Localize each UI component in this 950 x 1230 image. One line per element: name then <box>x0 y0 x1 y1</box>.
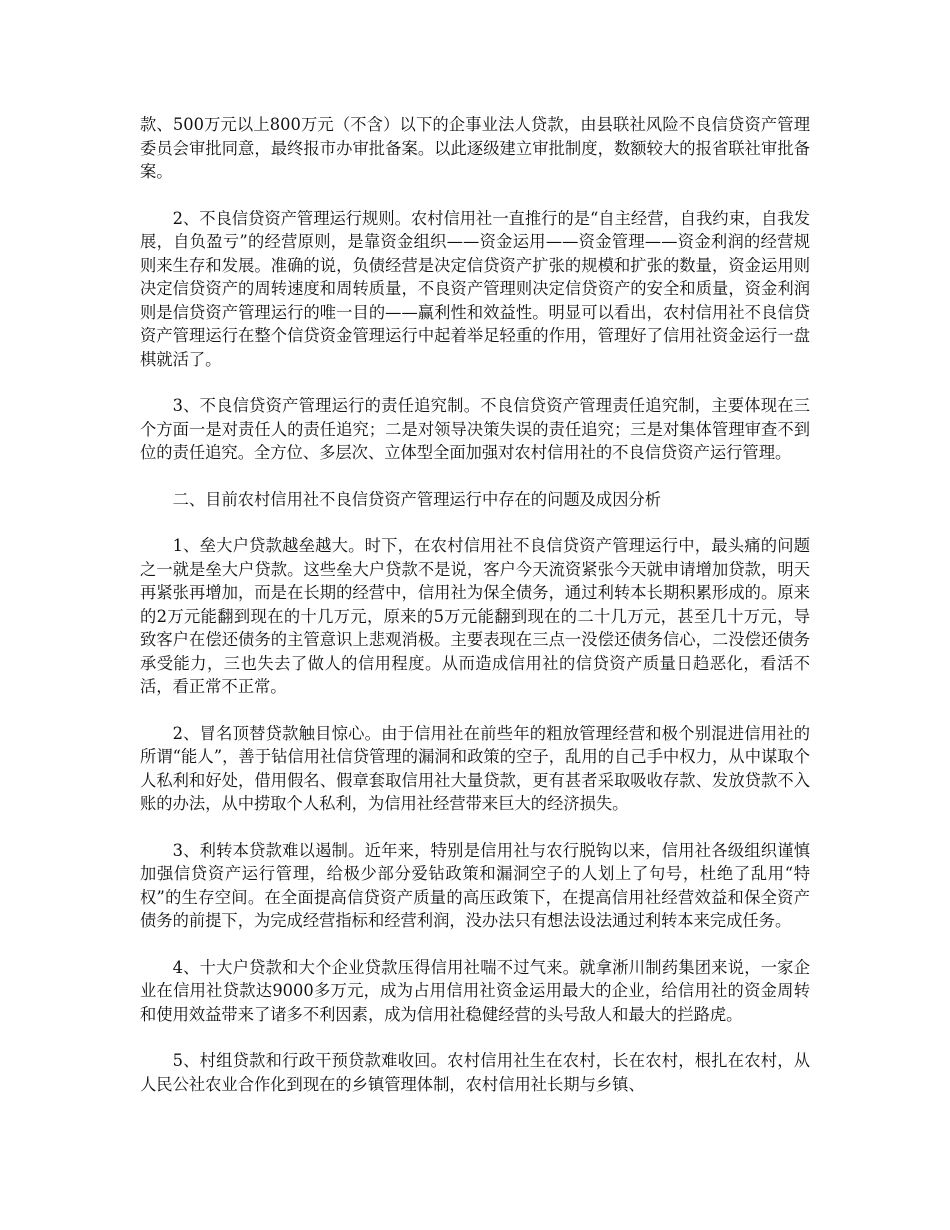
paragraph-accountability: 3、不良信贷资产管理运行的责任追究制。不良信贷资产管理责任追究制，主要体现在三个方面一是对责任人的责任追究；二是对领导决策失误的责任追究；三是对集体管理审查不到位的责任追究。全方位、多层次、立体型全面加强对农村信用社的不良信贷资产运行管理。 <box>140 396 810 462</box>
paragraph-interest-to-principal: 3、利转本贷款难以遏制。近年来，特别是信用社与农行脱钩以来，信用社各级组织谨慎加强信贷资产运行管理，给极少部分爱钻政策和漏洞空子的人划上了句号，杜绝了乱用“特权”的生存空间。在全面提高信贷资产质量的高压政策下，在提高信用社经营效益和保全资产债务的前提下，为完成经营指标和经营利润，没办法只有想法设法通过利转本来完成任务。 <box>140 840 810 930</box>
document-page <box>140 113 810 1119</box>
paragraph-approval-continued: 款、500万元以上800万元（不含）以下的企事业法人贷款，由县联社风险不良信贷资产管理委员会审批同意，最终报市办审批备案。以此逐级建立审批制度，数额较大的报省联社审批备案。 <box>140 115 810 181</box>
section-heading-problems: 二、目前农村信用社不良信贷资产管理运行中存在的问题及成因分析 <box>172 489 662 509</box>
paragraph-impersonation-loans: 2、冒名顶替贷款触目惊心。由于信用社在前些年的粗放管理经营和极个别混进信用社的所谓“能人”，善于钻信用社信贷管理的漏洞和政策的空子，乱用的自己手中权力，从中谋取个人私利和好处，借用假名、假章套取信用社大量贷款，更有甚者采取吸收存款、发放贷款不入账的办法，从中捞取个人私利，为信用社经营带来巨大的经济损失。 <box>140 723 810 813</box>
paragraph-operation-rules: 2、不良信贷资产管理运行规则。农村信用社一直推行的是“自主经营，自我约束，自我发展，自负盈亏”的经营原则，是靠资金组织——资金运用——资金管理——资金利润的经营规则来生存和发展。准确的说，负债经营是决定信贷资产扩张的规模和扩张的数量，资金运用则决定信贷资产的周转速度和周转质量，不良资产管理则决定信贷资产的安全和质量，资金利润则是信贷资产管理运行的唯一目的——赢利性和效益性。明显可以看出，农村信用社不良信贷资产管理运行在整个信贷资金管理运行中起着举足轻重的作用，管理好了信用社资金运行一盘棋就活了。 <box>140 208 810 369</box>
paragraph-village-loans: 5、村组贷款和行政干预贷款难收回。农村信用社生在农村，长在农村，根扎在农村，从人民公社农业合作化到现在的乡镇管理体制，农村信用社长期与乡镇、 <box>140 1051 810 1094</box>
paragraph-top-ten-borrowers: 4、十大户贷款和大个企业贷款压得信用社喘不过气来。就拿淅川制药集团来说，一家企业在信用社贷款达9000多万元，成为占用信用社资金运用最大的企业，给信用社的资金周转和使用效益带来了诸多不利因素，成为信用社稳健经营的头号敌人和最大的拦路虎。 <box>140 957 810 1024</box>
paragraph-large-accounts: 1、垒大户贷款越垒越大。时下，在农村信用社不良信贷资产管理运行中，最头痛的问题之一就是垒大户贷款。这些垒大户贷款不是说，客户今天流资紧张今天就申请增加贷款，明天再紧张再增加，而是在长期的经营中，信用社为保全债务，通过利转本长期积累形成的。原来的2万元能翻到现在的十几万元，原来的5万元能翻到现在的二十几万元，甚至几十万元，导致客户在偿还债务的主管意识上悲观消极。主要表现在三点一没偿还债务信心，二没偿还债务承受能力，三也失去了做人的信用程度。从而造成信用社的信贷资产质量日趋恶化，看活不活，看正常不正常。 <box>140 536 810 696</box>
